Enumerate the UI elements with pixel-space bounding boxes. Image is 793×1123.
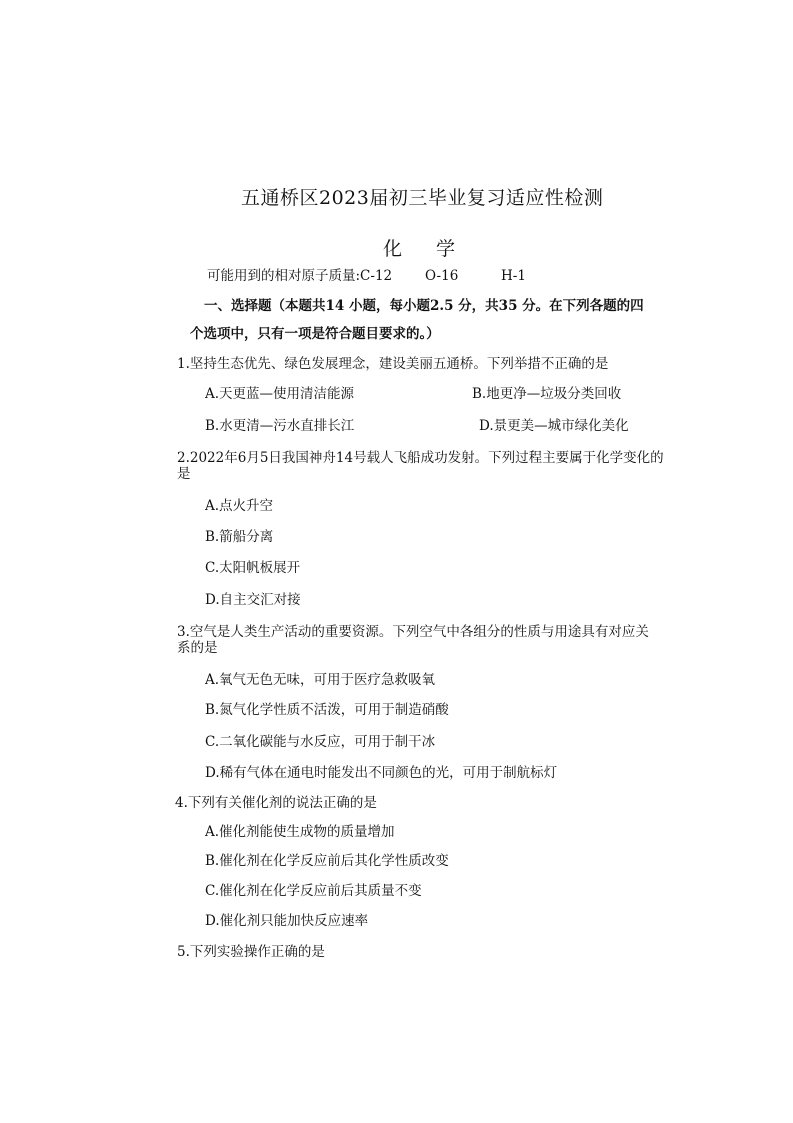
section-heading-line2: 个选项中，只有一项是符合题目要求的。） (190, 326, 440, 342)
atomic-mass-o: O-16 (425, 268, 459, 284)
question-1-option-b: B.地更净—垃圾分类回收 (472, 386, 622, 402)
question-3-option-b: B.氮气化学性质不活泼，可用于制造硝酸 (205, 702, 449, 718)
question-1-option-c: B.水更清—污水直排长江 (205, 418, 355, 434)
question-2-option-a: A.点火升空 (205, 498, 274, 514)
section-heading-line1: 一、选择题（本题共14 小题，每小题2.5 分，共35 分。在下列各题的四 (204, 298, 644, 314)
question-4-option-a: A.催化剂能使生成物的质量增加 (205, 824, 395, 840)
question-2-option-d: D.自主交汇对接 (205, 592, 301, 608)
exam-title: 五通桥区2023届初三毕业复习适应性检测 (241, 187, 604, 209)
subject-char-2: 学 (436, 238, 456, 260)
subject-char-1: 化 (383, 238, 403, 260)
question-3-option-a: A.氧气无色无味，可用于医疗急救吸氧 (205, 672, 436, 688)
question-1-stem: 1.坚持生态优先、绿色发展理念，建设美丽五通桥。下列举措不正确的是 (177, 356, 609, 372)
question-2-stem-cont: 是 (177, 466, 191, 482)
question-1-option-d: D.景更美—城市绿化美化 (479, 418, 629, 434)
atomic-mass-label: 可能用到的相对原子质量:C-12 (207, 268, 393, 284)
question-2-option-c: C.太阳帆板展开 (205, 560, 301, 576)
question-1-option-a: A.天更蓝—使用清洁能源 (205, 386, 355, 402)
question-3-stem: 3.空气是人类生产活动的重要资源。下列空气中各组分的性质与用途具有对应关 (177, 624, 649, 640)
question-4-stem: 4.下列有关催化剂的说法正确的是 (175, 795, 377, 811)
question-4-option-b: B.催化剂在化学反应前后其化学性质改变 (205, 853, 449, 869)
question-2-stem: 2.2022年6月5日我国神舟14号载人飞船成功发射。下列过程主要属于化学变化的 (177, 450, 664, 466)
question-4-option-c: C.催化剂在化学反应前后其质量不变 (205, 883, 422, 899)
question-3-option-c: C.二氧化碳能与水反应，可用于制干冰 (205, 734, 436, 750)
atomic-mass-h: H-1 (501, 268, 526, 284)
question-3-stem-cont: 系的是 (177, 640, 218, 656)
question-4-option-d: D.催化剂只能加快反应速率 (205, 913, 369, 929)
question-3-option-d: D.稀有气体在通电时能发出不同颜色的光，可用于制航标灯 (205, 765, 558, 781)
question-5-stem: 5.下列实验操作正确的是 (177, 944, 325, 960)
question-2-option-b: B.箭船分离 (205, 529, 274, 545)
